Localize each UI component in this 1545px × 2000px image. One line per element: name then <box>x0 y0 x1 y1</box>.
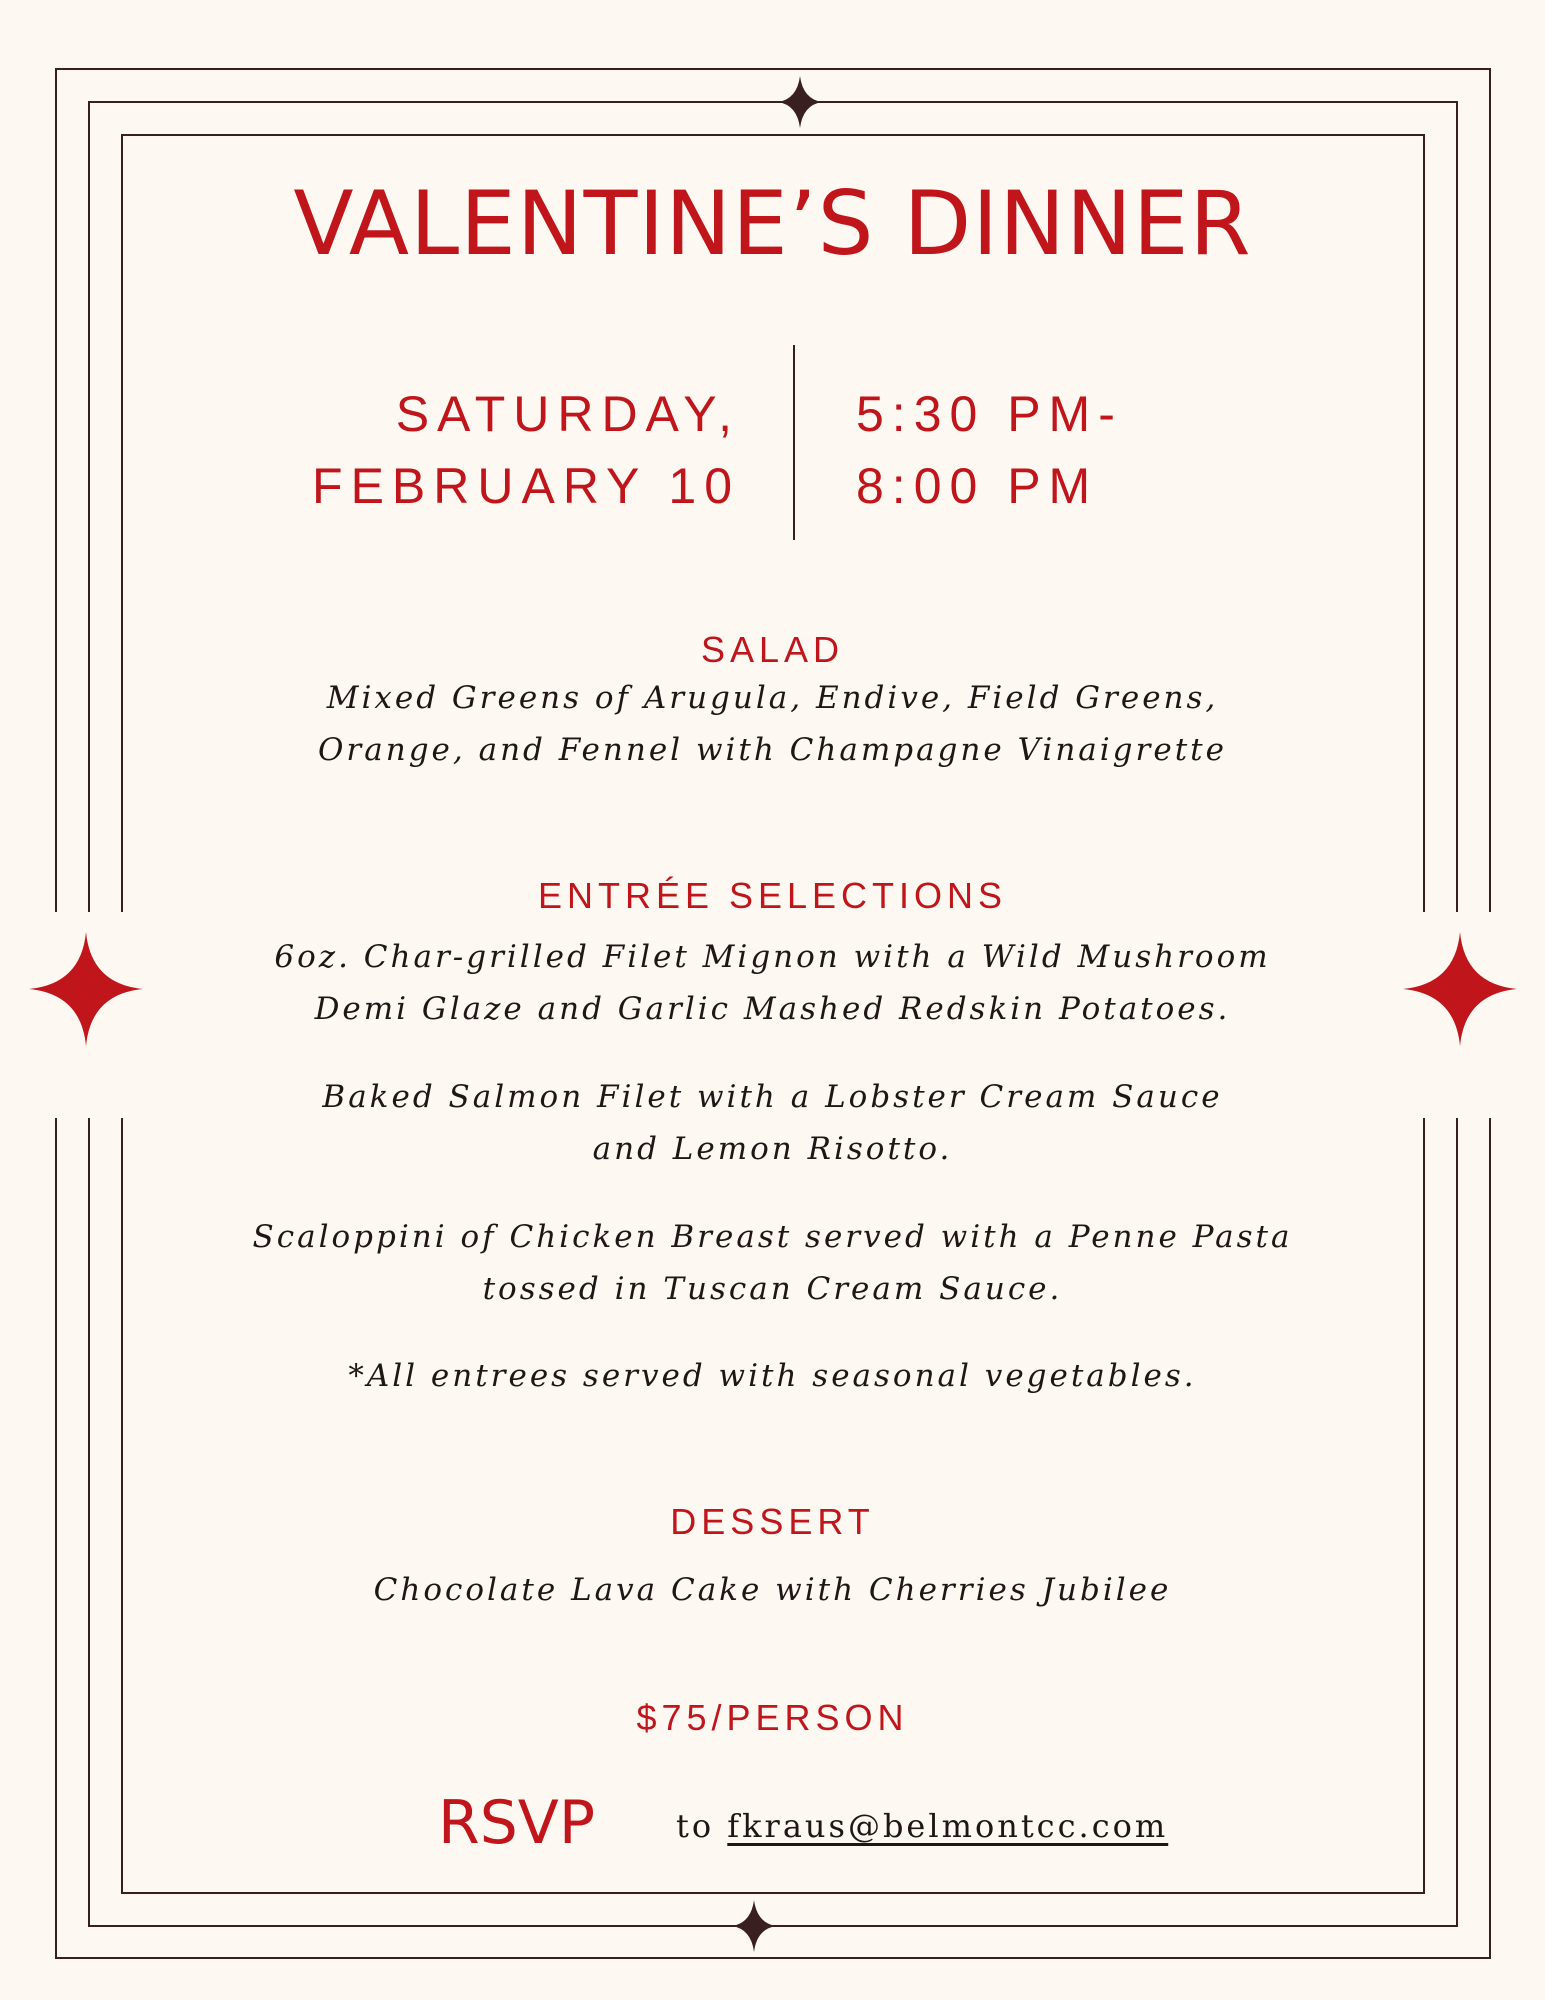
rsvp-label: RSVP <box>438 1788 596 1858</box>
entree-item-1 <box>0 931 1545 1035</box>
salad-line-1: Mixed Greens of Arugula, Endive, Field Greens, <box>326 680 1219 716</box>
date-time-divider <box>793 345 795 540</box>
dessert-description: Chocolate Lava Cake with Cherries Jubilee <box>373 1572 1172 1608</box>
rsvp-email-link[interactable]: fkraus@belmontcc.com <box>727 1807 1169 1845</box>
time-line-1: 5:30 PM- <box>856 386 1123 442</box>
salad-description <box>0 672 1545 776</box>
entree-1-line-2: Demi Glaze and Garlic Mashed Redskin Potatoes. <box>314 991 1231 1027</box>
event-date <box>300 378 740 522</box>
date-line-2: FEBRUARY 10 <box>312 458 740 514</box>
rsvp-prefix: to <box>676 1807 728 1845</box>
page-title: VALENTINE’S DINNER <box>293 172 1252 275</box>
time-line-2: 8:00 PM <box>856 458 1099 514</box>
entree-1-line-1: 6oz. Char-grilled Filet Mignon with a Wild Mushroom <box>274 939 1271 975</box>
top-star-icon <box>778 76 822 128</box>
entree-2-line-2: and Lemon Risotto. <box>592 1131 953 1167</box>
event-time <box>856 378 1276 522</box>
bottom-star-icon <box>732 1900 776 1952</box>
salad-line-2: Orange, and Fennel with Champagne Vinaigrette <box>318 732 1227 768</box>
dessert-heading: DESSERT <box>670 1501 875 1542</box>
entree-item-2 <box>0 1071 1545 1175</box>
rsvp-instruction <box>676 1807 1169 1845</box>
salad-heading: SALAD <box>700 629 845 670</box>
price: $75/PERSON <box>636 1697 909 1738</box>
entree-heading: ENTRÉE SELECTIONS <box>537 875 1008 916</box>
entree-3-line-1: Scaloppini of Chicken Breast served with a Penne Pasta <box>252 1219 1293 1255</box>
date-line-1: SATURDAY, <box>395 386 740 442</box>
entree-item-3 <box>0 1211 1545 1315</box>
entree-note: *All entrees served with seasonal vegetables. <box>348 1358 1197 1394</box>
entree-2-line-1: Baked Salmon Filet with a Lobster Cream Sauce <box>322 1079 1223 1115</box>
entree-3-line-2: tossed in Tuscan Cream Sauce. <box>482 1271 1063 1307</box>
